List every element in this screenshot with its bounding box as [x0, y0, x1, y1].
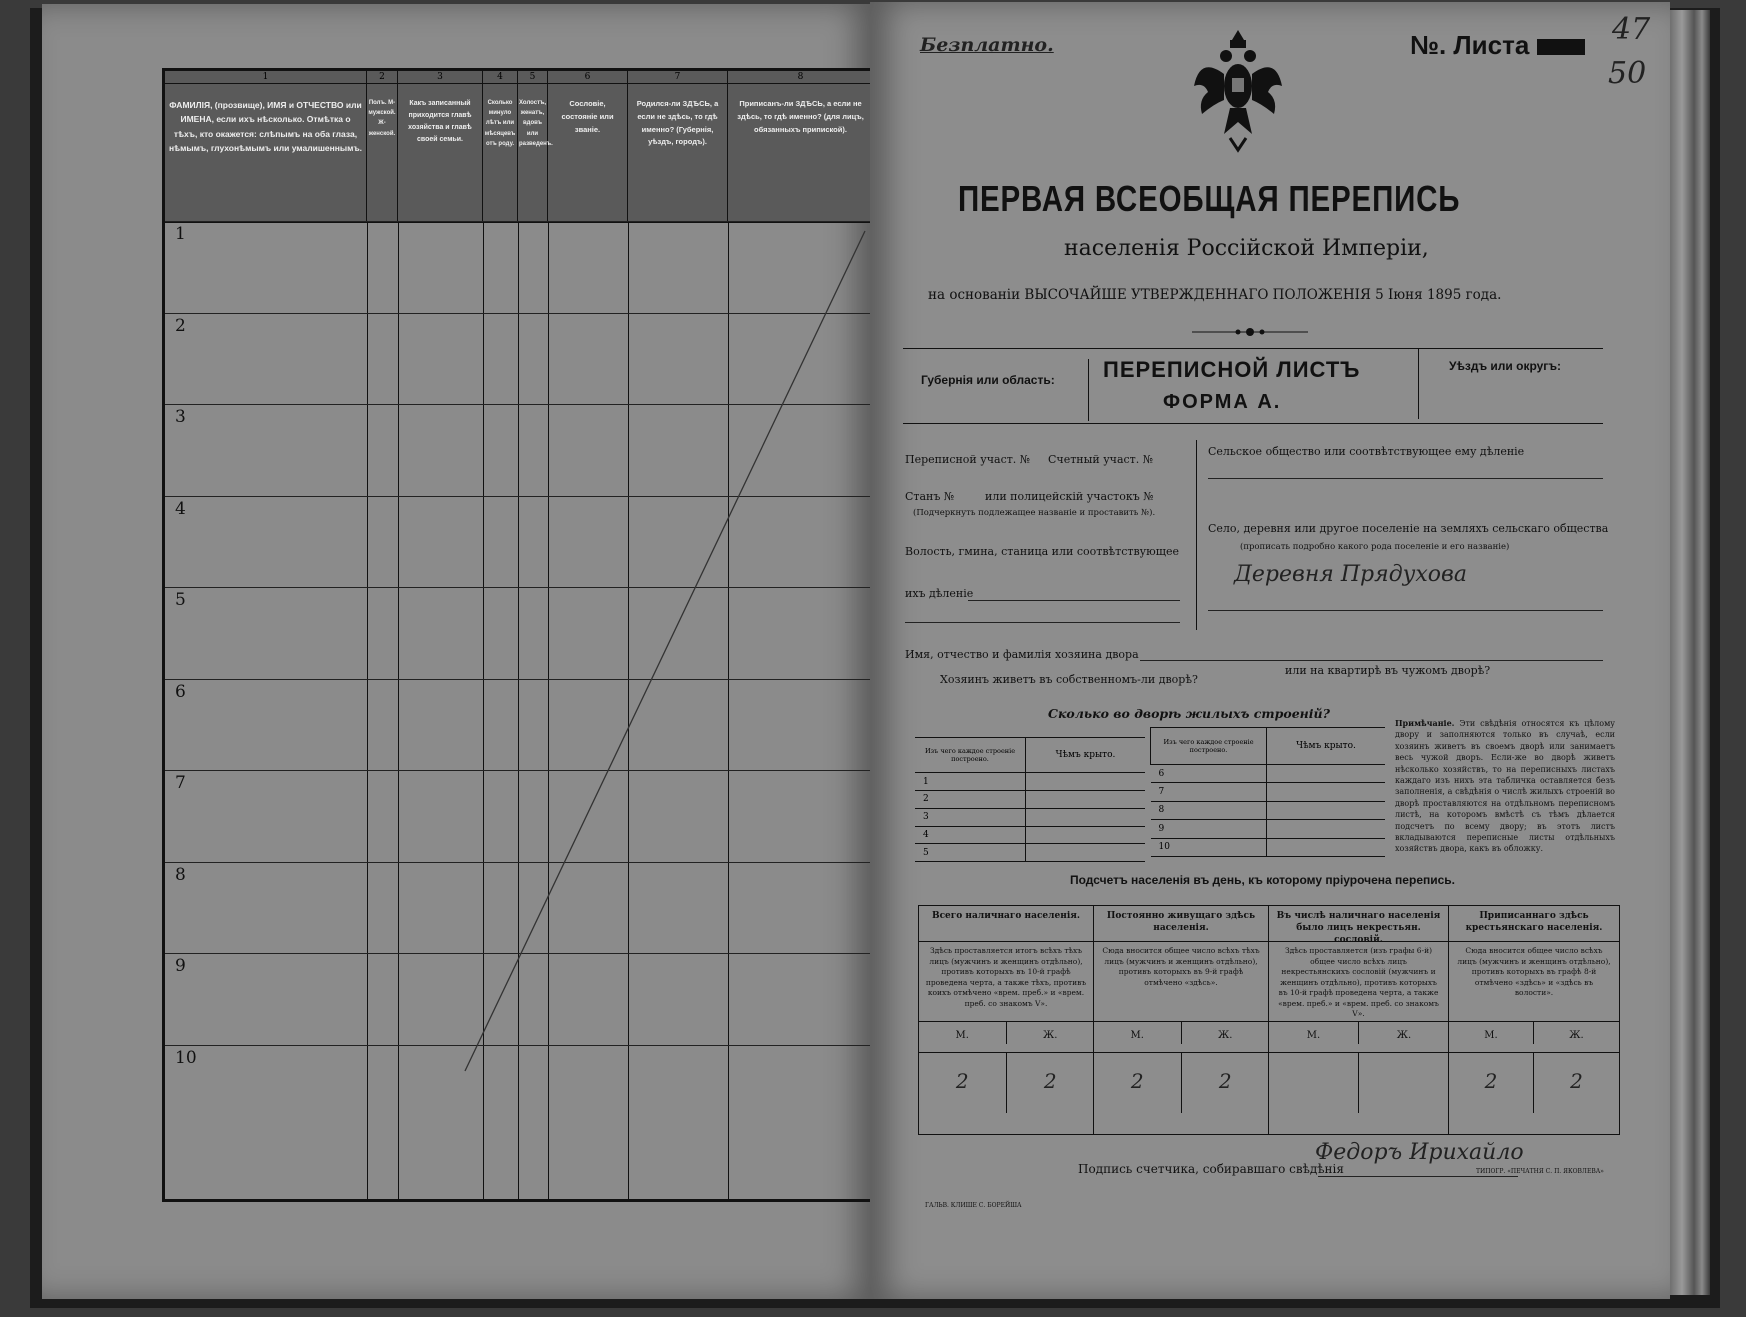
count-column — [919, 906, 1094, 1134]
building-number: 1 — [923, 776, 929, 787]
bld-col-material: Изъ чего каждое строеніе построено. — [1151, 728, 1267, 765]
signature-label: Подпись счетчика, собиравшаго свѣдѣнія — [1078, 1162, 1344, 1176]
double-headed-eagle-icon — [1190, 26, 1286, 156]
female-count: 2 — [1570, 1069, 1583, 1093]
female-count: 2 — [1043, 1069, 1057, 1093]
gubernia-label: Губернія или область: — [921, 373, 1055, 387]
form-header-box — [903, 348, 1603, 424]
sheet-number-handwritten-2: 50 — [1608, 56, 1647, 91]
col-label: Какъ записанный приходится главѣ хозяйства и главѣ своей семьи. — [408, 100, 472, 143]
col-number: 7 — [628, 71, 727, 84]
sex-values-row — [1269, 1053, 1448, 1131]
sex-header-row — [1449, 1022, 1619, 1053]
col-number: 4 — [483, 71, 517, 84]
sheet-number-handwritten: 47 — [1612, 12, 1651, 47]
male-count: 2 — [1449, 1053, 1534, 1113]
female-header: Ж. — [1043, 1030, 1058, 1041]
male-header: М. — [1094, 1022, 1182, 1044]
sex-values-row — [1449, 1053, 1619, 1131]
building-number: 5 — [923, 847, 929, 858]
signature-handwritten: Федоръ Ирихайло — [1315, 1140, 1524, 1165]
volost-underline — [968, 600, 1180, 601]
male-count: 2 — [919, 1053, 1007, 1113]
col-number: 1 — [165, 71, 366, 84]
count-column — [1269, 906, 1449, 1134]
sheet-label: №. Листа — [1410, 30, 1530, 60]
building-row — [1151, 801, 1386, 819]
printer-right: ТИПОГР. «ПЕЧАТНЯ С. П. ЯКОВЛЕВА» — [1476, 1168, 1604, 1175]
building-row — [1151, 764, 1386, 782]
count-col-head: Всего наличнаго населенія. — [919, 906, 1093, 942]
buildings-table-left — [915, 737, 1145, 862]
cancel-stroke — [165, 71, 873, 1199]
selo-note: (прописать подробно какого рода поселеніе и его названіе) — [1240, 542, 1510, 552]
col-label: Сколько минуло лѣтъ или мѣсяцевъ отъ роду. — [484, 100, 516, 147]
col-number: 6 — [548, 71, 627, 84]
count-col-desc: Сюда вносится общее число всѣхъ лицъ (мужчинъ и женщинъ отдѣльно), противъ которыхъ въ графѣ 8-й отмѣчено «здѣсь» и «здѣсь въ волости». — [1449, 942, 1619, 1022]
count-col-head: Приписаннаго здѣсь крестьянскаго населенія. — [1449, 906, 1619, 942]
police-label: или полицейскій участокъ № — [985, 490, 1154, 503]
selskoe-label: Сельское общество или соотвѣтствующее ему дѣленіе — [1208, 445, 1525, 458]
stan-label: Станъ № — [905, 490, 955, 503]
col-label: Холостъ, женатъ, вдовъ или разведенъ. — [519, 100, 553, 147]
underline-note: (Подчеркнуть подлежащее названіе и проставить №). — [913, 508, 1156, 518]
census-title: ПЕРВАЯ ВСЕОБЩАЯ ПЕРЕПИСЬ — [958, 178, 1461, 219]
buildings-question: Сколько во дворѣ жилыхъ строеній? — [1048, 706, 1330, 721]
owner-lives-label: Хозяинъ живетъ въ собственномъ-ли дворѣ? — [940, 673, 1198, 686]
building-row — [1151, 820, 1386, 838]
building-number: 4 — [923, 829, 929, 840]
male-count — [1269, 1053, 1359, 1113]
count-col-head: Въ числѣ наличнаго населенія было лицъ некрестьян. сословій. — [1269, 906, 1448, 942]
volost-underline-2 — [905, 622, 1180, 623]
building-row — [915, 773, 1145, 791]
census-basis: на основаніи ВЫСОЧАЙШЕ УТВЕРЖДЕННАГО ПОЛОЖЕНІЯ 5 Іюня 1895 года. — [928, 287, 1502, 303]
col-number: 3 — [398, 71, 482, 84]
selo-underline — [1208, 610, 1603, 611]
male-count: 2 — [1094, 1053, 1182, 1113]
col-label: Полъ. М-мужской. Ж-женской. — [368, 100, 396, 137]
note-title: Примѣчаніе. — [1395, 718, 1455, 728]
building-row — [915, 826, 1145, 844]
location-divider — [1196, 440, 1197, 630]
row-number: 4 — [175, 498, 186, 519]
row-number: 9 — [175, 956, 186, 976]
female-header: Ж. — [1569, 1030, 1584, 1041]
buildings-table-right — [1150, 727, 1385, 857]
col-label: Родился-ли ЗДѢСЬ, а если не здѣсь, то гдѣ именно? (Губернія, уѣздъ, городъ). — [636, 99, 719, 147]
building-number: 8 — [1158, 805, 1165, 816]
uezd-cell — [1418, 349, 1604, 419]
page-edge — [1670, 10, 1710, 1295]
col-number: 5 — [518, 71, 547, 84]
selo-handwritten: Деревня Прядухова — [1234, 562, 1467, 587]
signature-underline — [1318, 1176, 1518, 1177]
count-column — [1094, 906, 1269, 1134]
male-header: М. — [1269, 1022, 1359, 1044]
form-subtitle: ФОРМА А. — [1163, 391, 1282, 413]
count-col-desc: Сюда вносится общее число всѣхъ тѣхъ лицъ (мужчинъ и женщинъ отдѣльно), противъ которыхъ въ 9-й графѣ отмѣчено «здѣсь». — [1094, 942, 1268, 1022]
ornament-divider — [1192, 326, 1308, 338]
col-label: ФАМИЛІЯ, (прозвище), ИМЯ и ОТЧЕСТВО или ИМЕНА, если ихъ нѣсколько. Отмѣтка о тѣхъ, кто окажется: слѣпымъ на оба глаза, нѣмымъ, глухонѣмымъ или умалишеннымъ. — [168, 100, 363, 154]
female-header: Ж. — [1396, 1030, 1412, 1041]
sex-header-row — [1269, 1022, 1448, 1053]
census-uchastok-label: Переписной участ. № — [905, 453, 1031, 466]
male-header: М. — [1449, 1022, 1534, 1044]
count-title: Подсчетъ населенія въ день, къ которому пріурочена перепись. — [1070, 873, 1455, 887]
form-title: ПЕРЕПИСНОЙ ЛИСТЪ — [1103, 357, 1361, 382]
bld-col-material: Изъ чего каждое строеніе построено. — [915, 738, 1026, 773]
uezd-label: Уѣздъ или округъ: — [1449, 359, 1562, 373]
building-row — [1151, 838, 1386, 856]
building-number: 6 — [1158, 768, 1165, 779]
row-number: 1 — [175, 224, 186, 244]
building-number: 7 — [1158, 786, 1165, 797]
count-uchastok-label: Счетный участ. № — [1048, 453, 1154, 466]
female-count — [1359, 1053, 1449, 1113]
row-number: 3 — [175, 407, 186, 427]
row-number: 10 — [175, 1047, 197, 1068]
building-row — [915, 791, 1145, 809]
buildings-note — [1395, 718, 1615, 855]
male-header: М. — [919, 1022, 1007, 1044]
row-number: 6 — [175, 681, 186, 702]
owner-name-label: Имя, отчество и фамилія хозяина двора — [905, 648, 1139, 661]
sex-header-row — [1094, 1022, 1268, 1053]
sex-header-row — [919, 1022, 1093, 1053]
building-row — [915, 844, 1145, 862]
census-subtitle: населенія Россійской Имперіи, — [1064, 236, 1429, 261]
sheet-number-label — [1410, 30, 1585, 61]
sex-values-row — [1094, 1053, 1268, 1131]
owner-name-underline — [1140, 660, 1603, 661]
selskoe-underline — [1208, 478, 1603, 479]
building-number: 3 — [923, 812, 929, 823]
sex-values-row — [919, 1053, 1093, 1131]
note-body: Эти свѣдѣнія относятся къ цѣлому двору и заполняются только въ случаѣ, если хозяинъ живетъ въ своемъ дворѣ или занимаетъ весь чужой дворъ. Если-же во дворѣ живетъ нѣсколько хозяйствъ, то на переписныхъ листахъ каждаго изъ нихъ эта табличка оставляется безъ заполненія, а свѣдѣнія о числѣ жилыхъ строеній во дворѣ проставляются на отдѣльномъ переписномъ листѣ, на которомъ вмѣстѣ съ тѣмъ дѣлается подсчетъ по всему двору; въ этотъ листъ вкладываются переписные листы отдѣльныхъ хозяйствъ двора, какъ въ обложку. — [1395, 719, 1616, 854]
col-number: 2 — [367, 71, 397, 84]
row-number: 8 — [175, 864, 186, 885]
building-row — [1151, 783, 1386, 801]
female-header: Ж. — [1218, 1030, 1233, 1041]
bld-col-roof: Чѣмъ крыто. — [1026, 738, 1146, 773]
volost-label-2: ихъ дѣленіе — [905, 587, 974, 600]
building-row — [915, 808, 1145, 826]
count-col-desc: Здѣсь проставляется (изъ графы 6-й) общее число всѣхъ лицъ некрестьянскихъ сословій (мужчинъ и женщинъ отдѣльно), противъ которыхъ въ 10-й графѣ проведена черта, а также «врем. преб.» и «врем. преб. со знакомъ V». — [1269, 942, 1448, 1022]
building-number: 10 — [1158, 842, 1170, 853]
building-number: 2 — [923, 794, 929, 805]
row-number: 5 — [175, 590, 186, 610]
free-label: Безплатно. — [920, 34, 1054, 56]
printer-left: ГАЛЬВ. КЛИШЕ С. БОРЕЙША — [925, 1202, 1022, 1209]
gubernia-cell — [903, 359, 1089, 421]
or-apartment-label: или на квартирѣ въ чужомъ дворѣ? — [1285, 664, 1491, 677]
bld-col-roof: Чѣмъ крыто. — [1267, 728, 1386, 765]
female-count: 2 — [1218, 1069, 1232, 1093]
col-label: Приписанъ-ли ЗДѢСЬ, а если не здѣсь, то гдѣ именно? (для лицъ, обязанныхъ припиской). — [737, 99, 864, 134]
count-col-desc: Здѣсь проставляется итогъ всѣхъ тѣхъ лицъ (мужчинъ и женщинъ отдѣльно), противъ которыхъ въ 10-й графѣ проведена черта, а также тѣхъ, противъ коихъ отмѣчено «врем. преб.» и «врем. преб. со знакомъ V». — [919, 942, 1093, 1022]
row-number: 2 — [175, 315, 186, 336]
col-number: 8 — [728, 71, 873, 84]
volost-label: Волость, гмина, станица или соотвѣтствующее — [905, 545, 1179, 558]
count-column — [1449, 906, 1619, 1134]
col-label: Сословіе, состояніе или званіе. — [561, 99, 614, 134]
building-number: 9 — [1158, 823, 1165, 834]
count-col-head: Постоянно живущаго здѣсь населенія. — [1094, 906, 1268, 942]
selo-label: Село, деревня или другое поселеніе на земляхъ сельскаго общества — [1208, 522, 1609, 535]
household-member-table — [162, 68, 876, 1202]
population-count-table — [918, 905, 1620, 1135]
row-number: 7 — [175, 773, 186, 793]
